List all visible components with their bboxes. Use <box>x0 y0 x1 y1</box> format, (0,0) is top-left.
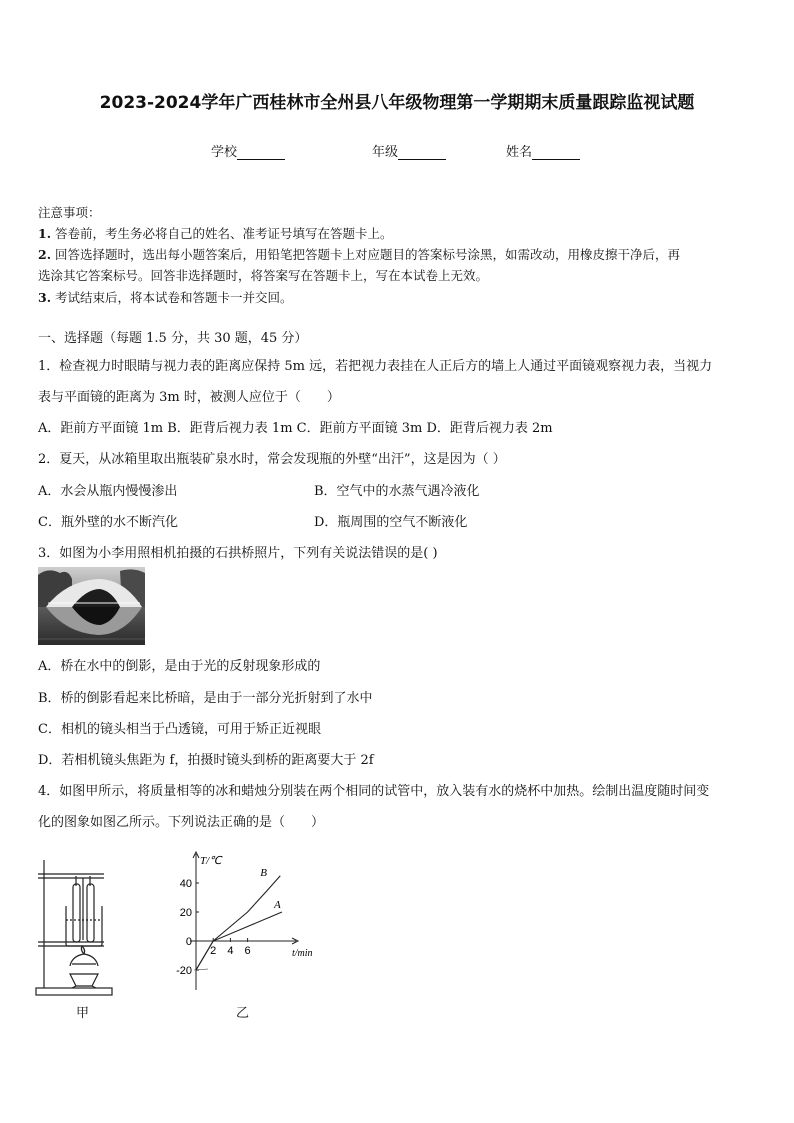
grade-blank[interactable] <box>398 145 446 160</box>
notice-item-1-num: 1. <box>38 226 52 241</box>
notice-heading: 注意事项： <box>38 205 101 220</box>
y-tick-label: 20 <box>179 907 192 919</box>
series-label: B <box>260 866 268 879</box>
y-tick-label: 0 <box>185 936 192 948</box>
y-tick-label: -20 <box>176 965 192 977</box>
q2-option-c: C．瓶外壁的水不断汽化 <box>38 515 178 530</box>
notice-item-2-num: 2. <box>38 247 52 262</box>
q3-option-c: C．相机的镜头相当于凸透镜，可用于矫正近视眼 <box>38 722 321 737</box>
notice-item-2-cont: 选涂其它答案标号。回答非选择题时，将答案写在答题卡上，写在本试卷上无效。 <box>38 268 489 283</box>
notice-item-3 <box>38 288 293 306</box>
q2-stem: 2．夏天，从冰箱里取出瓶装矿泉水时，常会发现瓶的外壁“出汗”，这是因为（ ） <box>38 452 506 467</box>
figure-jia-label: 甲 <box>76 1006 90 1021</box>
q2-option-b: B．空气中的水蒸气遇冷液化 <box>314 484 480 499</box>
series-label: A <box>274 899 281 911</box>
bridge-photo <box>38 567 145 645</box>
school-blank[interactable] <box>237 145 285 160</box>
q3-option-a: A．桥在水中的倒影，是由于光的反射现象形成的 <box>38 659 321 674</box>
notice-item-2-text: 回答选择题时，选出每小题答案后，用铅笔把答题卡上对应题目的答案标号涂黑，如需改动，用橡皮擦干净后，再 <box>55 247 681 262</box>
q1-options: A．距前方平面镜 1m B．距背后视力表 1m C．距前方平面镜 3m D．距背后视力表 2m <box>38 421 553 436</box>
y-axis-label: T/℃ <box>200 855 222 867</box>
grade-field <box>372 141 446 160</box>
grade-label: 年级 <box>372 145 399 160</box>
notice-item-1-text: 答卷前，考生务必将自己的姓名、准考证号填写在答题卡上。 <box>55 226 393 241</box>
notice-item-1 <box>38 224 393 242</box>
temperature-time-chart <box>168 848 328 998</box>
apparatus-figure <box>34 858 118 998</box>
x-tick-label: 6 <box>244 945 251 957</box>
q4-stem-line2: 化的图象如图乙所示。下列说法正确的是（ ） <box>38 815 325 830</box>
x-tick-label: 2 <box>210 945 217 957</box>
q3-option-d: D．若相机镜头焦距为 f，拍摄时镜头到桥的距离要大于 2f <box>38 753 374 768</box>
section-heading: 一、选择题（每题 1.5 分，共 30 题，45 分） <box>38 331 308 346</box>
y-tick-label: 40 <box>179 878 192 890</box>
school-field <box>211 141 285 160</box>
figure-yi-label: 乙 <box>236 1006 250 1021</box>
x-tick-label: 4 <box>227 945 234 957</box>
page-title: 2023-2024学年广西桂林市全州县八年级物理第一学期期末质量跟踪监视试题 <box>99 93 695 113</box>
name-blank[interactable] <box>532 145 580 160</box>
notice-item-2 <box>38 245 680 263</box>
name-field <box>506 141 580 160</box>
q3-option-b: B．桥的倒影看起来比桥暗，是由于一部分光折射到了水中 <box>38 691 373 706</box>
q2-option-d: D．瓶周围的空气不断液化 <box>314 515 468 530</box>
x-axis-label: t/min <box>292 948 313 959</box>
school-label: 学校 <box>211 145 238 160</box>
notice-item-3-text: 考试结束后，将本试卷和答题卡一并交回。 <box>55 290 293 305</box>
series-line-B <box>196 876 280 970</box>
name-label: 姓名 <box>506 145 533 160</box>
q2-option-a: A．水会从瓶内慢慢渗出 <box>38 484 178 499</box>
notice-item-3-num: 3. <box>38 290 52 305</box>
q1-stem-line2: 表与平面镜的距离为 3m 时，被测人应位于（ ） <box>38 390 340 405</box>
q4-stem-line1: 4．如图甲所示，将质量相等的冰和蜡烛分别装在两个相同的试管中，放入装有水的烧杯中加热。绘制出温度随时间变 <box>38 784 710 799</box>
q3-stem: 3．如图为小李用照相机拍摄的石拱桥照片，下列有关说法错误的是( ) <box>38 546 438 561</box>
q1-stem-line1: 1．检查视力时眼睛与视力表的距离应保持 5m 远，若把视力表挂在人正后方的墙上人通过平面镜观察视力表，当视力 <box>38 359 713 374</box>
